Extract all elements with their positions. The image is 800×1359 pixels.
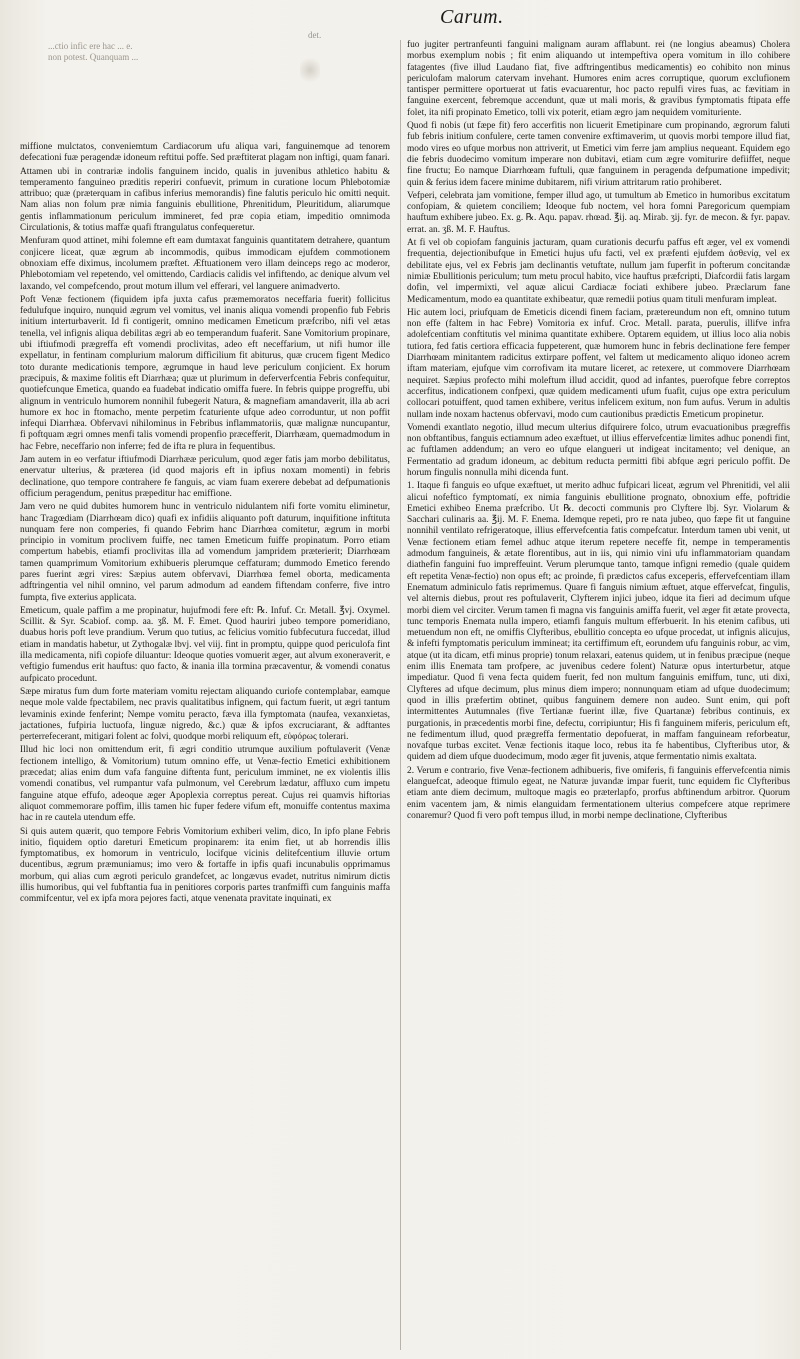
paragraph: fuo jugiter pertranfeunti fanguini malignam auram afflabunt. rei (ne longius abeamus) Cholera morbus exemplum nobis ; fit enim aliquando ut intempeftiva opera vomitum in illo cohibere fatagentes (five illud Laudano fiat, five adftringentibus medicamentis) eo cohibito non minus periculofam malorum catervam invehant. Humores enim acres corruptique, quorum exclufionem tantisper permittere oportuerat ut fatis evacuarentur, hoc pacto repulfi vires fuas, ac fævitiam in fanguine exercent, febremque accendunt, quæ ut mali moris, & gravibus fymptomatis ftipata effe folet, ita nifi propinato Emetico, tolli vix poterit, etiam ægro jam nequidem vomituriente. xyxy=(407,40,790,118)
paragraph: Attamen ubi in contrariæ indolis fanguinem incido, qualis in juvenibus athletico habitu & temperamento fanguineo præditis reperiri confuevit, primum in curatione locum Phlebotomiæ attribuo; quæ (præterquam in cafibus inferius memorandis) fine falutis periculo hic omitti nequit. Nam alias non folum præ nimia fanguinis ebullitione, Phrenitidum, Pleuritidum, aliarumque gentis inflammationum periculum immineret, fed præ copia etiam, impeditio omnimoda Circulationis, & totius maffæ quafi ftrangulatus confequeretur. xyxy=(20,166,390,234)
paragraph: miffione mulctatos, conveniemtum Cardiacorum ufu aliqua vari, fanguinemque ad tenorem defecationi fuæ peragendæ idoneum reftitui poffe. Sed præftiterat plagam non inftigi, quam fanari. xyxy=(20,142,390,164)
right-column xyxy=(407,40,790,824)
paragraph: Poft Venæ fectionem (fiquidem ipfa juxta cafus præmemoratos neceffaria fuerit) follicitus fedulufque inquiro, nunquid ægrum vel vomitus, vel inanis aliqua vomendi propenfio fub Febris initium interturbaverit. Id fi contigerit, omnino medicamen Emeticum præfcribo, nifi vel ætas tenella, vel infignis aliqua debilitas ægri ab eo temperandum fuaferit. Sane Vomitorium propinare, ubi iftiufmodi prægreffa eft vomendi proclivitas, adeo eft neceffarium, ut nifi humor ille expellatur, in fentinam complurium malorum difficilium fit abiturus, quæ crucem figent Medico toto durante medicationis tempore, ægrumque in haud leve periculum conjicient. Ex horum præcipuis, & maxime folitis eft Diarrhæa; quæ ut plurimum in deferverfcentia Febris confequitur, quotiefcunque Emetica, quando ea fuadebat indicatio omiffa fuere. In febris quippe progreffu, ubi alignum in ventriculo humorem nonnihil fubegerit Natura, & magnefiam amandaverit, illa ab acri humore ex hoc in ftomacho, mente perpetim fcaturiente ufque adeo corroduntur, ut non poffit infequi Diarrhæa. Obfervavi nihilominus in Febribus inflammatoriis, quæ malignæ nuncupantur, fi poftquam ægri omnes menfi talis vomendi propenfio præcefferit, Diarrhæam, quemadmodum in hac Febre, neceffario non inferre; fed de ifta re plura in fequentibus. xyxy=(20,294,390,452)
paragraph: 2. Verum e contrario, five Venæ-fectionem adhibueris, five omiferis, fi fanguinis effervefcentia nimis elanguefcat, adeoque ftimulo egeat, ne Naturæ juvandæ impar fuerit, tunc equidem fic Clyfteribus etiam ante diem decimum, multoque magis eo præterlapfo, prorfus abftinendum arbitror. Quorum enim vacentem jam, & nimis elanguidam fermentationem ulterius compefcere atque reprimere conaremur? Quod fi vero poft tempus illud, in morbi nempe declinatione, Clyfteribus xyxy=(407,765,790,821)
paragraph: Sæpe miratus fum dum forte materiam vomitu rejectam aliquando curiofe contemplabar, eamque neque mole valde fpectabilem, nec pravis qualitatibus infignem, qui factum fuerit, ut ægri tantum levaminis exinde fenferint; Nempe vomitu peracto, fæva illa fymptomata (naufea, vexanxietas, jactationes, fufpiria luctuofa, linguæ nigredo, &c.) quæ & ipfos excruciarant, & adftantes perterrefecerant, mitigari folent ac folvi, quodque morbi reliquum eft, εὐφόρως tolerari. xyxy=(20,686,390,743)
column-divider xyxy=(400,40,401,1350)
fragment-line: det. xyxy=(308,30,322,40)
running-header: Carum. xyxy=(440,6,504,28)
paragraph: Hic autem loci, priufquam de Emeticis dicendi finem faciam, prætereundum non eft, omnino tutum non effe (faltem in hac Febre) Vomitoria ex infuf. Croc. Metall. parata, puerulis, illifve infra adolefcentiam conftitutis vel minima quantitate exhibere. Optarem equidem, ut illius loco alia nobis tutiora, fed fatis certiora efficacia fuppeterent, quæ humorem hunc in febris declinatione fere femper Diarrhœam minitantem radicitus extirpare poffent, vel faltem ut medicamento aliquo idoneo acrem iftam materiam, ejufque vim corrofivam ita mutare liceret, ac retexere, ut commovere Diarrhœam nequiret. Sæpius profecto mihi moleftum illud accidit, quod ad infantes, puerofque febre correptos accerfitus, indicationem confpexi, quæ quidem medicamenti ufum fuafit, cujus ope extra periculum collocari potuiffent, quod tamen exhibere, veritus infelicem exitum, non fum aufus. Verum in adultis nullam inde noxam hactenus obfervavi, modo cum cautionibus prædictis Emeticum propinetur. xyxy=(407,307,790,420)
fragment-line: non potest. Quanquam ... xyxy=(48,52,139,62)
paragraph: Jam autem in eo verfatur iftiufmodi Diarrhææ periculum, quod æger fatis jam morbo debilitatus, enervatur ulterius, & præterea (id quod majoris eft in ipfius noxam momenti) in febris declinatione, quo tempore contrahere fe fanguis, ac viam fuam exerere debebat ad defpumationis officium peragendum, penitus præpeditur hac emiffione. xyxy=(20,455,390,499)
paragraph: 1. Itaque fi fanguis eo ufque exæftuet, ut merito adhuc fufpicari liceat, ægrum vel Phrenitidi, vel alii alicui nofeftico fymptomatí, ex nimia fanguinis ebullitione prognato, obnoxium effe, poftridie Emetici exhibeo Enema præfcribo. Ut ℞. decocti communis pro Clyftere lbj. Syr. Violarum & Sacchari culinaris aa. ℥ij. M. F. Enema. Idemque repeti, pro re nata jubeo, quo fæpe fit ut fanguine nonnihil ventilato refrigeratoque, illius effervefcentia fatis compefcatur. Interdum tamen ubi venit, ut Venæ fectionem etiam femel adhuc atque iterum repetere neceffe fit, nempe in temperamentis admodum fanguineis, & ætate florentibus, aut in iis, qui nimio vini ufu inflammatoriam quandam diathefin fanguini fuo impreffeuint. Verum plerumque tanto, tamque infigni remedio (quale quidem eft repetita Venæ-fectio) non opus eft; ac proinde, fi prædictos cafus exceperis, effervefcentiam illam Enematum adminiculo fatis reprimemus. Quare fi fanguis nimium æftuet, atque effervefcat, fingulis, vel alternis diebus, prout res poftulaverit, Clyfterem injici jubeo, idque ita fieri ad decimum ufque morbi diem vel circiter. Verum tamen fi magna vis fanguinis amiffa fuerit, vel æger fit ætate provecta, tunc temporis Enemata nulla impero, etiamfi fanguis multum efferbuerit. In his etenim cafibus, uti metuendum non eft, ne omiffis Clyfteribus, ebullitio concepta eo ufque procedat, ut infignis alicujus, & infefti fymptomatis periculum immineat; ita certiffimum eft, eorundem ufu fanguinis robur, ac vim, atque (ut ita dicam, etfi minus proprie) tonum relaxari, eatenus quidem, ut in fenibus præcipue (neque enim illis Enemata tam profpere, ac juvenibus cedere folent) Naturæ opus interturbetur, atque impediatur. Quod fi vena fecta quidem fuerit, fed non multum fanguinis emiffum, tunc, uti dixi, Clyfteres ad ufque decimum, plus minus diem impero; nonnunquam etiam ad ufque duodecimum; quod in illis præfertim obtinet, quibus fanguinem demere non audeo. Sunt enim, qui poft intermittentes Autumnales (five Tertianæ fuerint illæ, five Quartanæ) febribus continuis, ex purgationis, in præcedentis morbi fine, defectu, corripiuntur; His fi fanguinem miferis, periculum eft, ne fedimentum illud, quod prægreffa fermentatio depofuerat, in maffam fanguineam reforbeatur, novafque turbas excitet. Venæ fectionis itaque loco, rebus ita fe habentibus, Clyfteribus utor, & quidem ad diem ufque duodecimum, modo æger fit juvenis, atque fermentatio nimis exaltata. xyxy=(407,481,790,763)
paragraph: Si quis autem quærit, quo tempore Febris Vomitorium exhiberi velim, dico, In ipfo plane Febris initio, fiquidem optio dareturi Emeticum propinarem: ita enim fiet, ut ab horrendis illis fymptomatibus, ex homorum in ventriculo, locifque vicinis delitefcentium illuvie ortum ducentibus, ægrum præmuniamus; imo vero & fortaffe in ipfis quafi incunabulis opprimamus morbum, qui alias cum ægroti periculo grandefcet, ac longævus evadet, nutritus nimirum dictis illis humoribus, qui vel fubftantia fua in penitiores corporis partes tranfmiffi cum fanguinis maffa commifcentur, vel ex ipfa mora pejores facti, atque venenata pravitate inquinati, ex xyxy=(20,826,390,905)
paragraph: Menfuram quod attinet, mihi folemne eft eam dumtaxat fanguinis quantitatem detrahere, quantum conjicere liceat, quæ ægrum ab incommodis, quibus immodicam ejufdem commotionem obnoxiam effe diximus, incolumem præftet. Æftuationem vero illam deinceps rego ac moderor, Phlebotomiam vel repetendo, vel omittendo, Cardiacis calidis vel infiftendo, ac denique alvum vel laxando, vel compefcendo, prout motum illum vel efferari, vel languere animadverto. xyxy=(20,236,390,292)
paragraph: At fi vel ob copiofam fanguinis jacturam, quam curationis decurfu paffus eft æger, vel ex vomendi frequentia, dejectionibufque in Emetici hujus ufu facti, vel ex præfenti ejufdem ἀσθενίᾳ, vel ex debilitate ejus, vel ex Febris jam declinantis vetuftate, nullum jam fuperfit in pofterum concitandæ nimiæ Ebullitionis periculum; tum metu procul habito, vice hauftus præfcripti, Diafcordii fatis largam dofin, vel impermixti, vel aquæ alicui Cardiacæ fociati exhibere jubeo. Præclarum fane Medicamentum, modo ea quantitate exhibeatur, quæ remedii potius quam tituli menfuram impleat. xyxy=(407,238,790,305)
paragraph: Vomendi exantlato negotio, illud mecum ulterius difquirere folco, utrum evacuationibus prægreffis non obftantibus, fanguis ectiamnum adeo exæftuet, ut illius effervefcentiæ limites adhuc ponendi fint, ac fuftlamen addendum; an vero eo ufque elangueri ut indigeat incitamento; vel denique, an Fermentatio ad gradum idoneum, ac debitum reducta permitti fibi abfque ægri periculo poffit. De horum fingulis nonnulla mihi dicenda funt. xyxy=(407,422,790,478)
paragraph: Quod fi nobis (ut fæpe fit) fero accerfitis non licuerit Emetipinare cum propinando, ægrorum faluti fub febris initium confulere, certe tamen convenire exftimaverim, ut quovis morbi tempore illud fiat, modo vires eo ufque morbus non attriverit, ut Emetici vim ferre jam amplius nequeant. Equidem ego die febris duodecimo vomitum imperare non dubitavi, etiam cum ægre vomiturire defiiffet, neque fine fructu; Eo namque Diarrhœam fuftuli, quæ fanguinem in peragenda defpumatione impedivit; quin & ferius idem facere minime dubitarem, nifi virium attritarum ratio prohiberet. xyxy=(407,121,790,188)
fragment-line: ...ctio infic ere hac ... e. xyxy=(48,41,133,51)
left-column xyxy=(20,142,390,908)
torn-margin-fragments xyxy=(18,30,388,140)
paragraph: Vefperi, celebrata jam vomitione, femper illud ago, ut tumultum ab Emetico in humoribus excitatum confopiam, & quietem conciliem; Ideoque fub noctem, vel hora fomni Paregoricum quempiam hauftum exhibere jubeo. Ex. g. ℞. Aqu. papav. rhœad. ℥ij. aq. Mirab. ʒij. fyr. de mecon. & fyr. papav. errat. an. ʒß. M. F. Hauftus. xyxy=(407,190,790,235)
paragraph: Jam vero ne quid dubites humorem hunc in ventriculo nidulantem nifi forte vomitu eliminetur, hanc Tragœdiam (Diarrhœam dico) quafi ex infidiis aliquanto poft daturum, inquifitione inftituta nunquam fere non comperies, fi quando Febrim hanc Diarrhœa comitetur, ægrum in morbi principio in vomitum proclivem fuiffe, nec tamen Emeticum fuiffe propinatum. Porro etiam compertum habebis, etiamfi proclivitas illa ad vomendum jampridem præterierit; Diarrhœam tamen quamprimum Vomitorium exhibueris plerumque ceffaturam; dummodo Emetico ferendo pares fuerint ægri vires: Sæpius autem obfervavi, Diarrhœa femel oborta, medicamenta adftringentia vel nihil omnino, vel parum admodum ad eandem fiftendam conferre, five intro fumpta, five exterius applicata. xyxy=(20,502,390,603)
ink-blot xyxy=(300,55,320,85)
paragraph: Emeticum, quale paffim a me propinatur, hujufmodi fere eft: ℞. Infuf. Cr. Metall. ℥vj. Oxymel. Scillit. & Syr. Scabiof. comp. aa. ʒß. M. F. Emet. Quod hauriri jubeo tempore pomeridiano, duabus horis poft leve prandium. Verum quo tutius, ac felicius vomitio fubfecutura fuccedat, illud etiam in mandatis habetur, ut Zythogalæ lbvj. vel viij. fint in promptu, quippe quod periculofa fint illa medicamenta, nifi copiofe diluantur: Ideoque quoties vomuerit æger, aut alvum exoneraverit, e veftigio fumendus erit hauftus: quo facto, & inania illa tormina præcaventur, & vomendi conatus aufpicato procedunt. xyxy=(20,605,390,684)
paragraph: Illud hic loci non omittendum erit, fi ægri conditio utrumque auxilium poftulaverit (Venæ fectionem intelligo, & Vomitorium) tutum omnino effe, ut Venæ-fectio Emetici exhibitionem præcedat; alias enim dum vafa fanguine diftenta funt, periculum imminet, ne ex violentis illis vomendi conatibus, vel rumpantur vafa pulmonum, vel Cerebrum lædatur, affluxo cum impetu fanguine atque effufo, adeoque æger Apoplexia correptus pereat. Cujus rei quamvis hiftorias aliquot commemorare poffim, illis tamen hic fuper federe vifum eft, monuiffe contentus maxima hac in re cautela utendum effe. xyxy=(20,745,390,824)
